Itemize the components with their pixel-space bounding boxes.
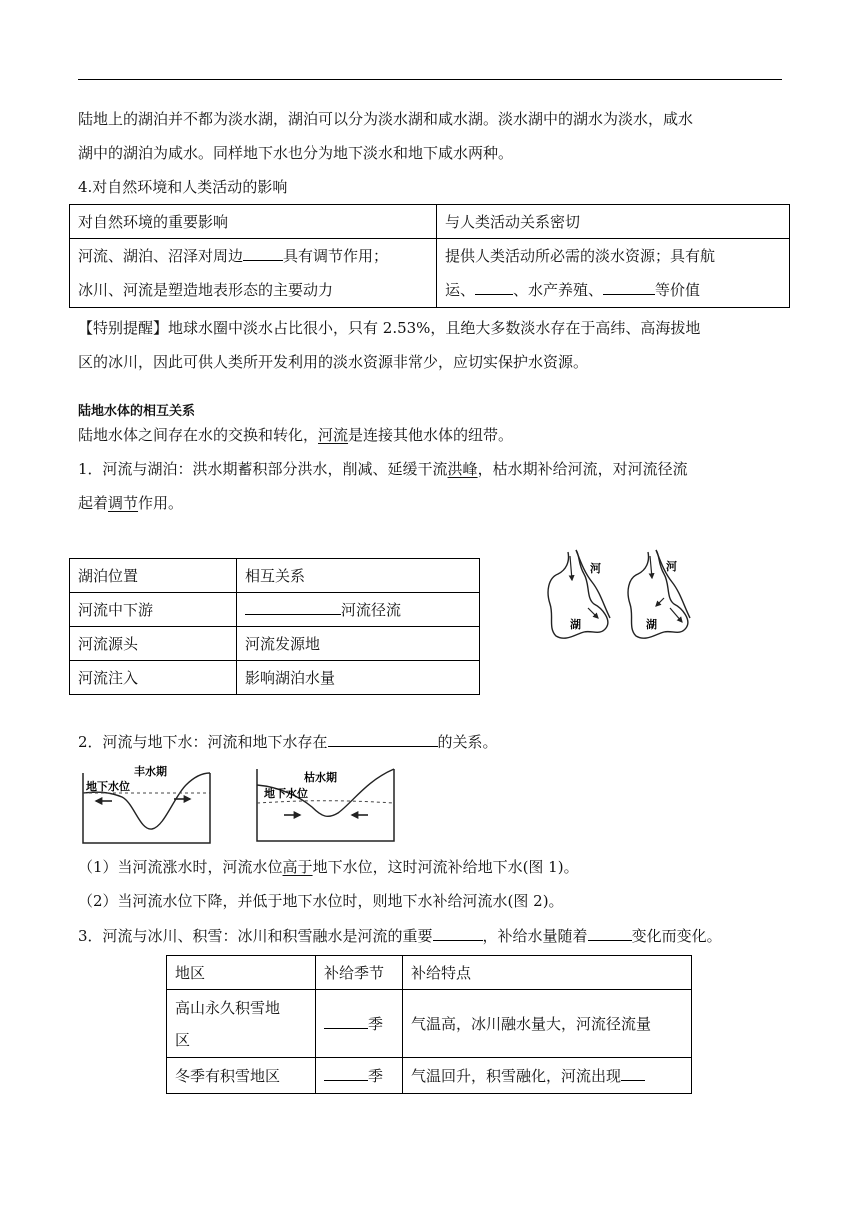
influence-col1-text-b: 具有调节作用； [283, 247, 389, 265]
relations-intro [78, 425, 513, 445]
influence-col2-text-c: 等价值 [655, 281, 701, 299]
glacier-cell-text: 气温回升，积雪融化，河流出现 [411, 1067, 622, 1085]
glacier-table-header-2: 补给季节 [316, 956, 403, 990]
section-title: 陆地水体的相互关系 [78, 404, 196, 419]
item1-line-1 [78, 459, 688, 479]
lake-label: 湖 [646, 618, 657, 631]
item1-text-a: 1．河流与湖泊：洪水期蓄积部分洪水，削减、延缓干流 [78, 460, 448, 478]
glacier-text-a: 3．河流与冰川、积雪：冰川和积雪融水是河流的重要 [78, 927, 433, 945]
influence-col1-header: 对自然环境的重要影响 [70, 205, 437, 239]
low-water-label: 枯水期 [304, 771, 337, 784]
groundwater-note-2: （2）当河流水位下降，并低于地下水位时，则地下水补给河流水(图 2)。 [78, 892, 564, 910]
flow-arrow-icon [656, 598, 664, 606]
fill-blank [433, 925, 483, 941]
influence-col2-text-a: 运、 [445, 281, 476, 299]
lake-table-cell: 河流中下游 [70, 593, 237, 627]
reminder-line-2: 区的冰川，因此可供人类所开发利用的淡水资源非常少，应切实保护水资源。 [78, 353, 589, 371]
relations-intro-underlined: 河流 [318, 426, 349, 444]
flow-arrow-icon [650, 556, 652, 578]
water-table-label: 地下水位 [86, 780, 130, 793]
glacier-season-suffix: 季 [368, 1067, 384, 1085]
item1-l2-text-a: 起着 [78, 494, 109, 512]
lake-table-cell: 河流发源地 [237, 627, 480, 661]
figure-low-water [256, 763, 396, 845]
flow-arrow-icon [570, 556, 572, 580]
lake-table-header-1: 湖泊位置 [70, 559, 237, 593]
glacier-table-header-1: 地区 [167, 956, 316, 990]
glacier-table-cell [167, 990, 316, 1058]
glacier-season-suffix: 季 [368, 1015, 384, 1033]
influence-col1-cell [70, 239, 437, 308]
header-rule [78, 79, 782, 80]
relations-intro-text-a: 陆地水体之间存在水的交换和转化， [78, 426, 319, 444]
influence-col1-text-line2: 冰川、河流是塑造地表形态的主要动力 [78, 281, 334, 299]
fill-blank [245, 599, 341, 615]
item1-line-2 [78, 493, 183, 513]
influence-col2-cell [437, 239, 790, 308]
groundwater-text-b: 的关系。 [437, 733, 498, 751]
glacier-table-cell: 冬季有积雪地区 [167, 1058, 316, 1094]
glacier-table-cell [316, 990, 403, 1058]
influence-table [69, 204, 790, 308]
fill-blank [243, 245, 283, 261]
glacier-line [78, 925, 722, 946]
item1-text-b: ，枯水期补给河流，对河流径流 [477, 460, 688, 478]
glacier-table-cell [403, 1058, 692, 1094]
water-table-label: 地下水位 [264, 787, 308, 800]
glacier-table-cell [316, 1058, 403, 1094]
river-lake-diagram [540, 548, 700, 648]
fill-blank [324, 1065, 368, 1081]
lake-table [69, 558, 480, 695]
lake-label: 湖 [570, 618, 581, 631]
groundwater-text-a: 2．河流与地下水：河流和地下水存在 [78, 733, 328, 751]
high-water-label: 丰水期 [134, 765, 167, 778]
note1-text-a: （1）当河流涨水时，河流水位 [78, 858, 283, 876]
lake-table-cell: 河流源头 [70, 627, 237, 661]
influence-col1-text-a: 河流、湖泊、沼泽对周边 [78, 247, 244, 265]
lake-table-cell [237, 593, 480, 627]
fill-blank [603, 279, 655, 295]
influence-heading: 4.对自然环境和人类活动的影响 [78, 178, 288, 196]
glacier-text-b: ，补给水量随着 [482, 927, 588, 945]
lake-outline-right [628, 550, 690, 638]
glacier-table-cell: 气温高，冰川融水量大，河流径流量 [403, 990, 692, 1058]
note1-text-b: 地下水位，这时河流补给地下水(图 1)。 [312, 858, 579, 876]
fill-blank [621, 1065, 645, 1081]
groundwater-line [78, 731, 498, 752]
river-label: 河 [590, 562, 601, 575]
glacier-cell-line: 高山永久积雪地 [175, 998, 281, 1017]
fill-blank [324, 1013, 368, 1029]
glacier-table-header-3: 补给特点 [403, 956, 692, 990]
intro-line-2: 湖中的湖泊为咸水。同样地下水也分为地下淡水和地下咸水两种。 [78, 144, 514, 162]
fill-blank [588, 925, 632, 941]
item1-underlined: 洪峰 [447, 460, 478, 478]
intro-line-1: 陆地上的湖泊并不都为淡水湖，湖泊可以分为淡水湖和咸水湖。淡水湖中的湖水为淡水，咸水 [78, 110, 694, 128]
note1-underlined: 高于 [282, 858, 313, 876]
glacier-table [166, 955, 692, 1094]
glacier-text-c: 变化而变化。 [631, 927, 722, 945]
glacier-cell-line: 区 [175, 1030, 191, 1049]
water-table-line [257, 801, 394, 803]
lake-table-cell: 影响湖泊水量 [237, 661, 480, 695]
lake-table-cell: 河流注入 [70, 661, 237, 695]
lake-table-cell-text: 河流径流 [341, 601, 402, 619]
lake-table-header-2: 相互关系 [237, 559, 480, 593]
figure-high-water [82, 763, 212, 845]
flow-arrow-icon [588, 608, 598, 618]
river-label: 河 [666, 560, 677, 573]
item1-l2-text-b: 作用。 [138, 494, 184, 512]
fill-blank [328, 731, 438, 747]
reminder-line-1: 【特别提醒】地球水圈中淡水占比很小，只有 2.53%，且绝大多数淡水存在于高纬、高海拔地 [78, 319, 701, 337]
relations-intro-text-b: 是连接其他水体的纽带。 [348, 426, 514, 444]
flow-arrow-icon [670, 608, 682, 622]
influence-col2-header: 与人类活动关系密切 [437, 205, 790, 239]
influence-col2-text-line1: 提供人类活动所必需的淡水资源；具有航 [445, 247, 716, 265]
influence-col2-text-b: 、水产养殖、 [513, 281, 604, 299]
item1-l2-underlined: 调节 [108, 494, 139, 512]
fill-blank [475, 279, 513, 295]
groundwater-note-1 [78, 857, 579, 877]
